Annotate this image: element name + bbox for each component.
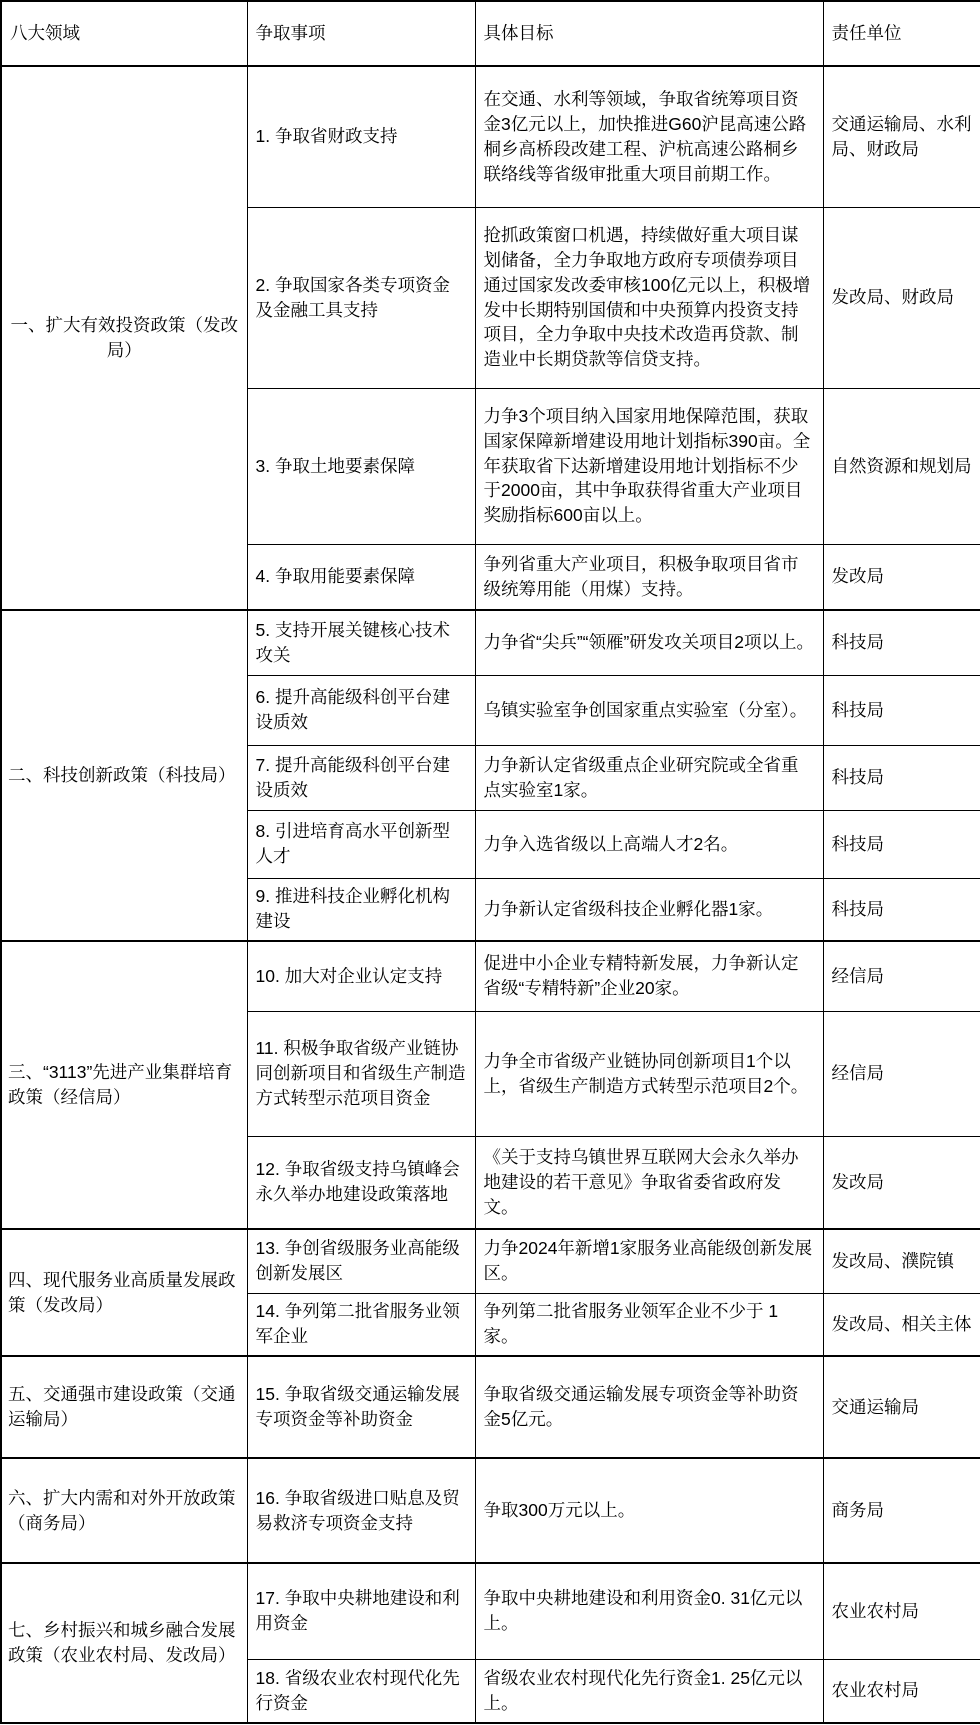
goal-cell: 力争入选省级以上高端人才2名。 [475,810,823,878]
item-cell: 1. 争取省财政支持 [247,66,475,207]
table-row [1,66,980,207]
table-header [1,1,980,66]
item-cell: 10. 加大对企业认定支持 [247,941,475,1011]
goal-cell: 在交通、水利等领域，争取省统筹项目资金3亿元以上，加快推进G60沪昆高速公路桐乡高桥段改建工程、沪杭高速公路桐乡联络线等省级审批重大项目前期工作。 [475,66,823,207]
unit-cell: 科技局 [823,675,980,745]
unit-cell: 科技局 [823,745,980,810]
item-cell: 6. 提升高能级科创平台建设质效 [247,675,475,745]
unit-cell: 发改局、财政局 [823,207,980,388]
area-cell: 一、扩大有效投资政策（发改局） [1,66,247,610]
table-row [1,1458,980,1563]
area-cell: 六、扩大内需和对外开放政策（商务局） [1,1458,247,1563]
item-cell: 3. 争取土地要素保障 [247,388,475,544]
item-cell: 4. 争取用能要素保障 [247,544,475,610]
unit-cell: 交通运输局、水利局、财政局 [823,66,980,207]
unit-cell: 发改局、相关主体 [823,1293,980,1356]
unit-cell: 自然资源和规划局 [823,388,980,544]
item-cell: 12. 争取省级支持乌镇峰会永久举办地建设政策落地 [247,1136,475,1229]
group-3113-industry-cluster-policy [1,941,980,1229]
header-row [1,1,980,66]
goal-cell: 争取中央耕地建设和利用资金0. 31亿元以上。 [475,1563,823,1659]
item-cell: 11. 积极争取省级产业链协同创新项目和省级生产制造方式转型示范项目资金 [247,1011,475,1136]
goal-cell: 抢抓政策窗口机遇，持续做好重大项目谋划储备，全力争取地方政府专项债券项目通过国家发改委审核100亿元以上，积极增发中长期特别国债和中央预算内投资支持项目，全力争取中央技术改造再贷款、制造业中长期贷款等信贷支持。 [475,207,823,388]
goal-cell: 促进中小企业专精特新发展，力争新认定省级“专精特新”企业20家。 [475,941,823,1011]
item-cell: 18. 省级农业农村现代化先行资金 [247,1659,475,1723]
area-cell: 四、现代服务业高质量发展政策（发改局） [1,1229,247,1356]
area-cell: 二、科技创新政策（科技局） [1,610,247,941]
item-cell: 8. 引进培育高水平创新型人才 [247,810,475,878]
table-row [1,1229,980,1293]
unit-cell: 科技局 [823,878,980,941]
goal-cell: 力争2024年新增1家服务业高能级创新发展区。 [475,1229,823,1293]
group-modern-services-policy [1,1229,980,1356]
group-rural-revitalization-policy [1,1563,980,1723]
unit-cell: 发改局、濮院镇 [823,1229,980,1293]
unit-cell: 农业农村局 [823,1563,980,1659]
item-cell: 14. 争列第二批省服务业领军企业 [247,1293,475,1356]
group-tech-innovation-policy [1,610,980,941]
goal-cell: 争取300万元以上。 [475,1458,823,1563]
group-domestic-demand-opening-policy [1,1458,980,1563]
unit-cell: 经信局 [823,941,980,1011]
goal-cell: 争列第二批省服务业领军企业不少于 1 家。 [475,1293,823,1356]
goal-cell: 乌镇实验室争创国家重点实验室（分室）。 [475,675,823,745]
item-cell: 7. 提升高能级科创平台建设质效 [247,745,475,810]
table-row [1,610,980,675]
area-cell: 五、交通强市建设政策（交通运输局） [1,1356,247,1458]
item-cell: 2. 争取国家各类专项资金及金融工具支持 [247,207,475,388]
item-cell: 13. 争创省级服务业高能级创新发展区 [247,1229,475,1293]
group-investment-policy [1,66,980,610]
goal-cell: 力争新认定省级科技企业孵化器1家。 [475,878,823,941]
table-row [1,941,980,1011]
header-goal: 具体目标 [475,1,823,66]
unit-cell: 发改局 [823,1136,980,1229]
header-unit: 责任单位 [823,1,980,66]
item-cell: 9. 推进科技企业孵化机构建设 [247,878,475,941]
item-cell: 5. 支持开展关键核心技术攻关 [247,610,475,675]
area-cell: 七、乡村振兴和城乡融合发展政策（农业农村局、发改局） [1,1563,247,1723]
unit-cell: 交通运输局 [823,1356,980,1458]
goal-cell: 力争3个项目纳入国家用地保障范围，获取国家保障新增建设用地计划指标390亩。全年获取省下达新增建设用地计划指标不少于2000亩，其中争取获得省重大产业项目奖励指标600亩以上。 [475,388,823,544]
goal-cell: 省级农业农村现代化先行资金1. 25亿元以上。 [475,1659,823,1723]
unit-cell: 科技局 [823,610,980,675]
area-cell: 三、“3113”先进产业集群培育政策（经信局） [1,941,247,1229]
table-row [1,1563,980,1659]
item-cell: 15. 争取省级交通运输发展专项资金等补助资金 [247,1356,475,1458]
goal-cell: 力争全市省级产业链协同创新项目1个以上，省级生产制造方式转型示范项目2个。 [475,1011,823,1136]
unit-cell: 农业农村局 [823,1659,980,1723]
unit-cell: 发改局 [823,544,980,610]
goal-cell: 争取省级交通运输发展专项资金等补助资金5亿元。 [475,1356,823,1458]
table-row [1,1356,980,1458]
group-transport-city-policy [1,1356,980,1458]
unit-cell: 商务局 [823,1458,980,1563]
unit-cell: 科技局 [823,810,980,878]
header-area: 八大领域 [1,1,247,66]
header-item: 争取事项 [247,1,475,66]
item-cell: 17. 争取中央耕地建设和利用资金 [247,1563,475,1659]
goal-cell: 争列省重大产业项目，积极争取项目省市级统筹用能（用煤）支持。 [475,544,823,610]
item-cell: 16. 争取省级进口贴息及贸易救济专项资金支持 [247,1458,475,1563]
unit-cell: 经信局 [823,1011,980,1136]
goal-cell: 力争省“尖兵”“领雁”研发攻关项目2项以上。 [475,610,823,675]
goal-cell: 《关于支持乌镇世界互联网大会永久举办地建设的若干意见》争取省委省政府发文。 [475,1136,823,1229]
goal-cell: 力争新认定省级重点企业研究院或全省重点实验室1家。 [475,745,823,810]
